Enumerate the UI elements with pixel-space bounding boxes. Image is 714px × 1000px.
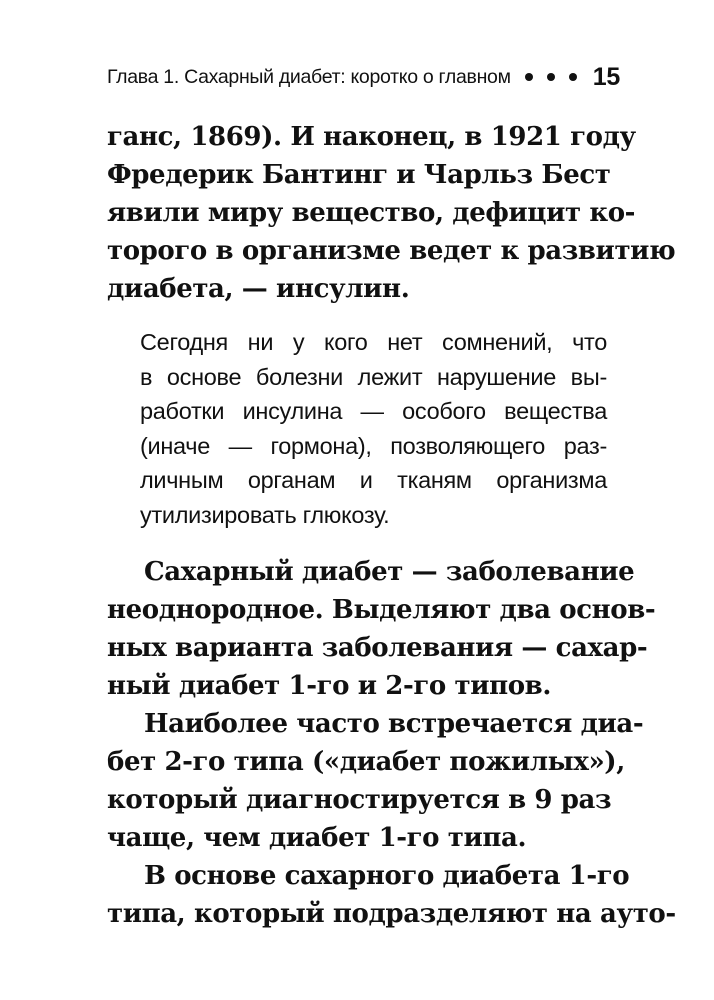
dot-icon [525, 73, 533, 81]
paragraph-2 [107, 553, 656, 705]
text-line: который диагностируется в 9 раз [107, 785, 612, 815]
text-line: личным органам и тканям организма [140, 467, 607, 493]
text-line: ных варианта заболевания — сахар- [107, 633, 648, 663]
text-line: диабета, — инсулин. [107, 274, 410, 304]
separator-dots [525, 73, 577, 81]
text-line: торого в организме ведет к развитию [107, 236, 676, 266]
text-line: в основе болезни лежит нарушение вы- [140, 363, 607, 390]
text-line: неоднородное. Выделяют два основ- [107, 595, 656, 625]
text-line: утилизировать глюкозу. [140, 501, 390, 528]
main-text [107, 553, 676, 933]
text-line: ганс, 1869). И наконец, в 1921 году [107, 122, 636, 152]
text-line: (иначе — гормона), позволяющего раз- [140, 432, 607, 459]
page-number: 15 [592, 62, 620, 91]
text-line: явили миру вещество, дефицит ко- [107, 198, 636, 228]
paragraph-4 [107, 857, 676, 933]
callout-quote [140, 325, 607, 532]
text-line: работки инсулина — особого вещества [140, 398, 607, 424]
text-line: Фредерик Бантинг и Чарльз Бест [107, 160, 611, 190]
text-line: чаще, чем диабет 1-го типа. [107, 823, 527, 853]
text-line: типа, который подразделяют на ауто- [107, 899, 676, 929]
text-line: Сегодня ни у кого нет сомнений, что [140, 329, 607, 355]
chapter-title: Глава 1. Сахарный диабет: коротко о главном [107, 65, 511, 88]
text-line: бет 2-го типа («диабет пожилых»), [107, 747, 625, 777]
text-line: Сахарный диабет — заболевание [144, 557, 635, 587]
dot-icon [569, 73, 577, 81]
paragraph-1 [107, 118, 676, 308]
text-line: ный диабет 1-го и 2-го типов. [107, 671, 551, 701]
text-line: Наиболее часто встречается диа- [144, 709, 644, 739]
dot-icon [547, 73, 555, 81]
text-line: В основе сахарного диабета 1-го [144, 861, 630, 891]
paragraph-3 [107, 705, 644, 857]
running-head [107, 62, 620, 92]
